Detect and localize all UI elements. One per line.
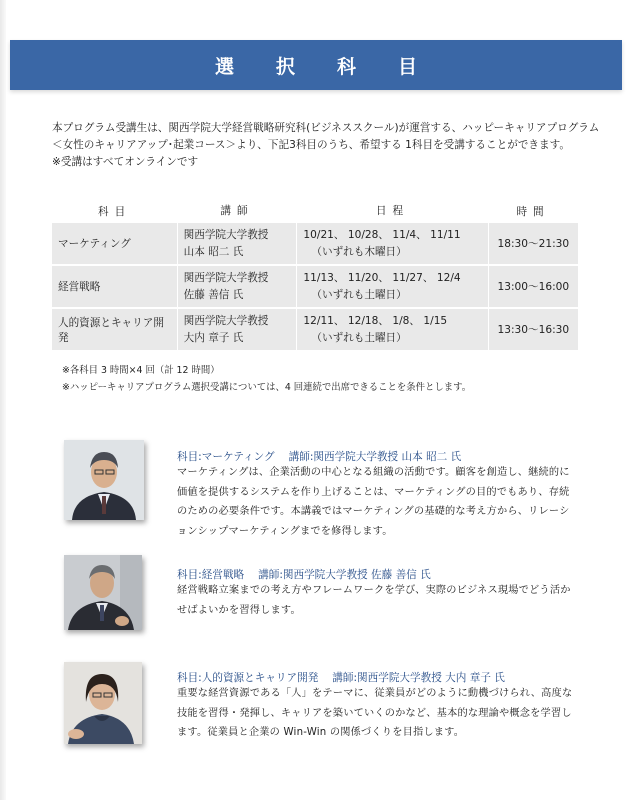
lecturer-photo-ouchi [64,662,142,744]
profile-subject: 科目:人的資源とキャリア開発 [177,672,319,684]
description-line: 経営戦略立案までの考え方やフレームワークを学び、実際のビジネス現場でどう活か [177,585,571,596]
lecturer-photo-yamamoto [64,440,144,520]
profile-subject: 科目:経営戦略 [177,569,245,581]
table-header-row [52,201,578,222]
profile-heading [177,567,431,582]
note-line: ※ハッピーキャリアプログラム選択受講については、4 回連続で出席できることを条件とします。 [62,382,472,393]
row-subject: 経営戦略 [52,265,177,308]
description-line: マーケティングは、企業活動の中心となる組織の活動です。顧客を創造し、継続的に [177,467,570,478]
row-time: 13:30～16:30 [488,308,578,350]
profile-lecturer: 講師:関西学院大学教授 山本 昭二 氏 [288,451,462,463]
row-subject: マーケティング [52,222,177,265]
lecturer-name: 山本 昭二 氏 [183,245,244,258]
header-schedule: 日程 [297,201,488,222]
intro-line: 本プログラム受講生は、関西学院大学経営戦略研究科(ビジネススクール)が運営する、ハッピーキャリアプログラム [52,122,600,134]
row-dates [297,308,488,350]
description-line: せばよいかを習得します。 [177,604,301,616]
description-line: ます。従業員と企業の Win-Win の関係づくりを目指します。 [177,727,465,738]
table-row [52,265,578,308]
row-time: 18:30～21:30 [488,222,578,265]
description-line: ョンシップマーケティングまでを修得します。 [177,525,393,537]
description-line: 価値を提供するシステムを作り上げることは、マーケティングの目的でもあり、存続 [177,486,570,498]
lecturer-title: 関西学院大学教授 [183,228,269,241]
lecturer-title: 関西学院大学教授 [183,271,269,284]
row-lecturer [177,222,297,265]
description-line: 重要な経営資源である「人」をテーマに、従業員がどのように動機づけられ、高度な [177,688,573,699]
profile-lecturer: 講師:関西学院大学教授 佐藤 善信 氏 [258,569,431,581]
table-notes [62,362,582,396]
row-subject: 人的資源とキャリア開発 [52,308,177,350]
dates: 10/21、 10/28、 11/4、 11/11 [303,228,461,241]
description-line: 技能を習得・発揮し、キャリアを築いていくのかなど、基本的な理論や概念を学習し [177,707,572,719]
profile-description [177,581,571,620]
dates: 12/11、 12/18、 1/8、 1/15 [303,314,448,327]
schedule-table [52,201,578,350]
row-dates [297,222,488,265]
intro-line: ※受講はすべてオンラインです [52,156,199,168]
profile-subject: 科目:マーケティング [177,451,275,463]
note-line: ※各科目 3 時間×4 回（計 12 時間） [62,365,220,376]
profile-lecturer: 講師:関西学院大学教授 大内 章子 氏 [332,672,505,684]
page-edge [0,0,6,800]
date-note: （いずれも木曜日） [311,245,407,258]
intro-line: ＜女性のキャリアアップ･起業コース＞より、下記3科目のうち、希望する 1科目を受講することができます。 [52,139,570,151]
row-lecturer [177,265,297,308]
page-title: 選択科目 [214,55,459,78]
header-lecturer: 講師 [177,201,297,222]
description-line: のための必要条件です。本講義ではマーケティングの基礎的な考え方から、リレーシ [177,506,570,517]
profile-heading [177,449,461,464]
profile-description [177,463,570,541]
title-banner [10,40,622,90]
date-note: （いずれも土曜日） [311,331,407,344]
row-lecturer [177,308,297,350]
row-dates [297,265,488,308]
profile-heading [177,670,505,685]
row-time: 13:00～16:00 [488,265,578,308]
date-note: （いずれも土曜日） [311,288,407,301]
intro-text [52,120,600,171]
header-subject: 科目 [52,201,177,222]
lecturer-name: 大内 章子 氏 [183,331,244,344]
table-row [52,308,578,350]
lecturer-title: 関西学院大学教授 [183,314,269,327]
lecturer-photo-sato [64,555,142,630]
profile-description [177,684,573,743]
dates: 11/13、 11/20、 11/27、 12/4 [303,271,461,284]
lecturer-name: 佐藤 善信 氏 [183,288,244,301]
header-time: 時間 [488,201,578,222]
table-row [52,222,578,265]
